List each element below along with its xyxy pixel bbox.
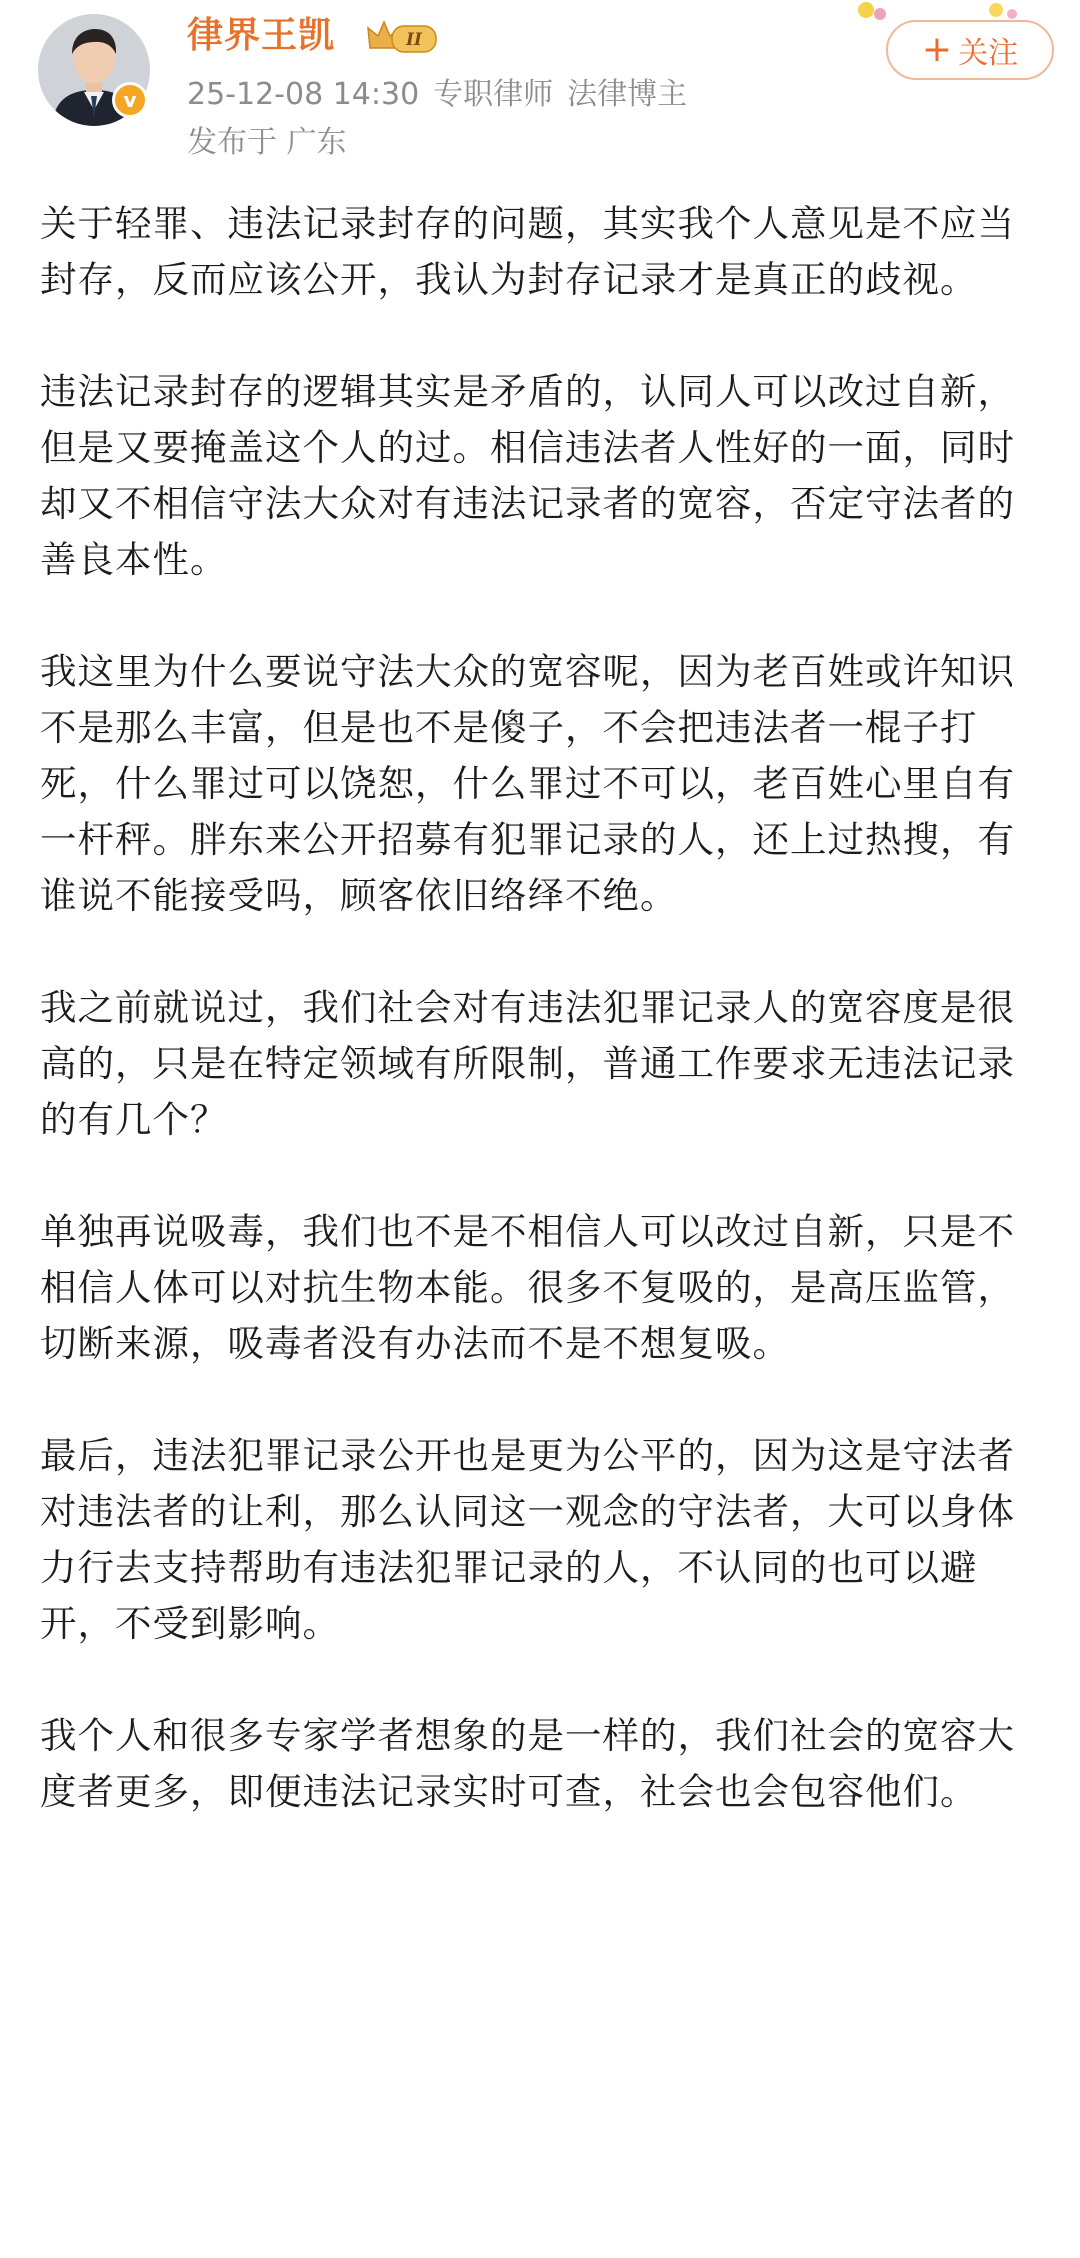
- paragraph-5: 单独再说吸毒，我们也不是不相信人可以改过自新，只是不相信人体可以对抗生物本能。很多不复吸的，是高压监管，切断来源，吸毒者没有办法而不是不想复吸。: [40, 1210, 1015, 1365]
- paragraph-6: 最后，违法犯罪记录公开也是更为公平的，因为这是守法者对违法者的让利，那么认同这一观念的守法者，大可以身体力行去支持帮助有违法犯罪记录的人，不认同的也可以避开，不受到影响。: [40, 1434, 1015, 1645]
- paragraph-4: 我之前就说过，我们社会对有违法犯罪记录人的宽容度是很高的，只是在特定领域有所限制，普通工作要求无违法记录的有几个？: [40, 986, 1015, 1141]
- author-tag-lawyer: 专职律师: [433, 77, 554, 112]
- follow-button[interactable]: [886, 20, 1054, 80]
- crown-rank-icon: [366, 18, 438, 56]
- paragraph-2: 违法记录封存的逻辑其实是矛盾的，认同人可以改过自新，但是又要掩盖这个人的过。相信违法者人性好的一面，同时却又不相信守法大众对有违法记录者的宽容，否定守法者的善良本性。: [40, 370, 1015, 581]
- paragraph-3: 我这里为什么要说守法大众的宽容呢，因为老百姓或许知识不是那么丰富，但是也不是傻子，不会把违法者一棍子打死，什么罪过可以饶恕，什么罪过不可以，老百姓心里自有一杆秤。胖东来公开招募有犯罪记录的人，还上过热搜，有谁说不能接受吗，顾客依旧络绎不绝。: [40, 650, 1015, 917]
- post-header: [0, 0, 1080, 180]
- post-date: 25-12-08 14:30: [187, 77, 420, 112]
- post-body: [40, 196, 1040, 1876]
- post-meta: [187, 74, 701, 116]
- paragraph-7: 我个人和很多专家学者想象的是一样的，我们社会的宽容大度者更多，即便违法记录实时可查，社会也会包容他们。: [40, 1714, 1015, 1813]
- verified-badge-icon: v: [112, 82, 148, 118]
- follow-label: 关注: [958, 36, 1019, 71]
- post-location: 发布于 广东: [187, 125, 347, 160]
- author-name[interactable]: 律界王凯: [187, 15, 336, 56]
- rank-badge-label: II: [406, 30, 422, 50]
- paragraph-1: 关于轻罪、违法记录封存的问题，其实我个人意见是不应当封存，反而应该公开，我认为封存记录才是真正的歧视。: [40, 202, 1015, 301]
- plus-icon: +: [921, 29, 953, 70]
- author-tag-blogger: 法律博主: [567, 77, 688, 112]
